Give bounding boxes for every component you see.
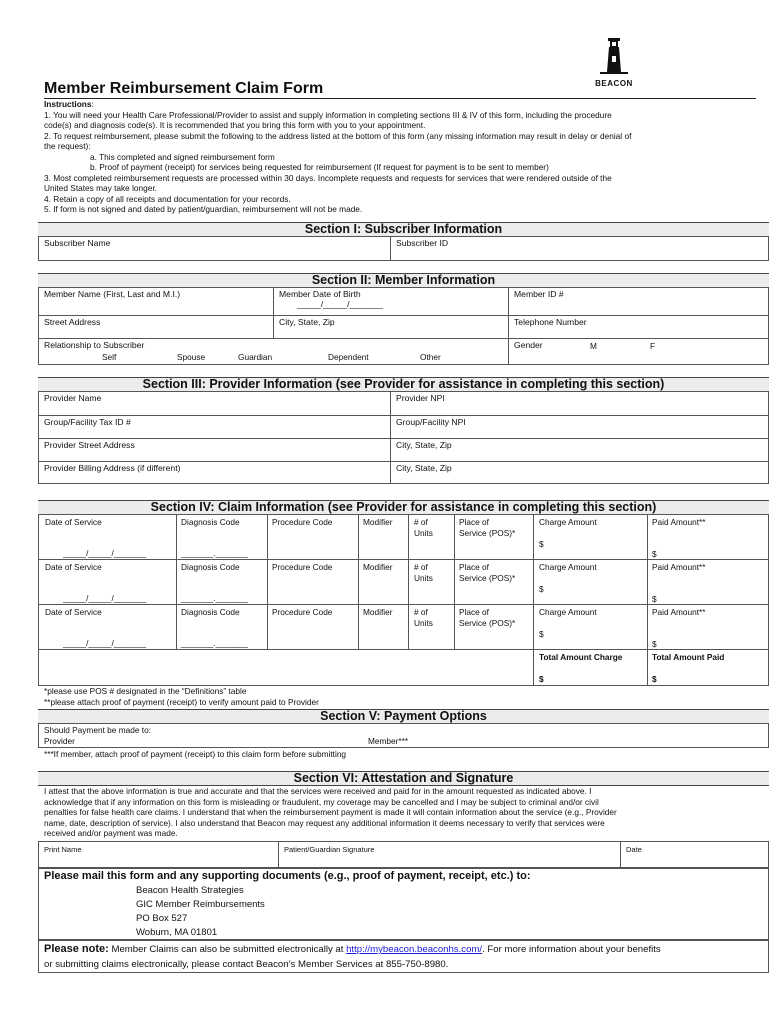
payment-option-member[interactable]: Member*** [368, 736, 409, 746]
diagnosis-code-label: Diagnosis Code [181, 517, 240, 527]
pos-label: Place of Service (POS)* [459, 562, 516, 583]
signature-field[interactable]: Patient/Guardian Signature [284, 845, 375, 854]
units-label: # of Units [414, 517, 433, 538]
relationship-option-other[interactable]: Other [420, 352, 441, 362]
provider-billing-field[interactable]: Provider Billing Address (if different) [44, 463, 181, 473]
paid-dollar[interactable]: $ [652, 549, 657, 559]
total-amount-paid-label: Total Amount Paid [652, 652, 725, 662]
beacon-portal-link[interactable]: http://mybeacon.beaconhs.com/ [346, 944, 483, 955]
charge-dollar[interactable]: $ [539, 629, 544, 639]
units-label: # of Units [414, 607, 433, 628]
paid-footnote: **please attach proof of payment (receipt) to verify amount paid to Provider [44, 697, 319, 707]
provider-billing-city-field[interactable]: City, State, Zip [396, 463, 452, 473]
paid-amount-label: Paid Amount** [652, 562, 706, 572]
member-name-field[interactable]: Member Name (First, Last and M.I.) [44, 289, 181, 299]
pos-label: Place of Service (POS)* [459, 517, 516, 538]
member-dob-label: Member Date of Birth [279, 289, 361, 299]
date-of-service-input[interactable]: _____/_____/_______ [63, 638, 147, 648]
relationship-option-guardian[interactable]: Guardian [238, 352, 273, 362]
instructions-heading: Instructions [44, 99, 92, 109]
provider-name-field[interactable]: Provider Name [44, 393, 102, 403]
note-label: Please note: [44, 943, 109, 955]
relationship-option-dependent[interactable]: Dependent [328, 352, 369, 362]
total-paid-dollar[interactable]: $ [652, 674, 657, 684]
procedure-code-label: Procedure Code [272, 607, 333, 617]
instruction-line: United States may take longer. [44, 183, 157, 193]
instruction-line: 1. You will need your Health Care Professional/Provider to assist and supply information in completing sections III & IV of this form, including the procedure [44, 109, 612, 120]
diagnosis-code-label: Diagnosis Code [181, 562, 240, 572]
procedure-code-label: Procedure Code [272, 517, 333, 527]
pos-footnote: *please use POS # designated in the “Definitions” table [44, 686, 247, 696]
date-of-service-label: Date of Service [45, 517, 102, 527]
gender-option-f[interactable]: F [650, 341, 656, 351]
charge-dollar[interactable]: $ [539, 584, 544, 594]
gender-option-m[interactable]: M [590, 341, 597, 351]
modifier-label: Modifier [363, 562, 393, 572]
instruction-line: a. This completed and signed reimbursement form [90, 151, 275, 162]
member-dob-field[interactable] [273, 287, 508, 315]
form-title: Member Reimbursement Claim Form [44, 80, 324, 97]
member-dob-blank: _____/_____/_______ [297, 299, 384, 309]
instruction-line: the request): [44, 141, 91, 151]
modifier-label: Modifier [363, 517, 393, 527]
payment-footnote: ***If member, attach proof of payment (receipt) to this claim form before submitting [44, 749, 347, 759]
electronic-note: Please note: Member Claims can also be submitted electronically at http://mybeacon.beaconhs.com/. For more information about your benefits or submitting claims electronically, please contact Beacon’s Member Services at 855-750-8980. [44, 943, 661, 970]
street-address-field[interactable]: Street Address [44, 317, 101, 327]
group-tax-id-field[interactable]: Group/Facility Tax ID # [44, 417, 131, 427]
date-of-service-input[interactable]: _____/_____/_______ [63, 593, 147, 603]
paid-amount-label: Paid Amount** [652, 607, 706, 617]
relationship-option-self[interactable]: Self [102, 352, 117, 362]
subscriber-id-field[interactable]: Subscriber ID [396, 238, 449, 248]
subscriber-name-field[interactable]: Subscriber Name [44, 238, 111, 248]
member-id-field[interactable]: Member ID # [514, 289, 564, 299]
relationship-option-spouse[interactable]: Spouse [177, 352, 206, 362]
payment-question: Should Payment be made to: [44, 725, 152, 735]
print-name-field[interactable]: Print Name [44, 845, 82, 854]
mailing-address: Beacon Health Strategies GIC Member Reimbursements PO Box 527 Woburn, MA 01801 [136, 885, 265, 938]
payment-option-provider[interactable]: Provider [44, 736, 75, 746]
date-of-service-label: Date of Service [45, 607, 102, 617]
instruction-line: 3. Most completed reimbursement requests are processed within 30 days. Incomplete requests and requests for services that were rendered outside of the [44, 172, 612, 183]
paid-dollar[interactable]: $ [652, 639, 657, 649]
procedure-code-label: Procedure Code [272, 562, 333, 572]
section-5-header: Section V: Payment Options [38, 709, 769, 724]
gender-label: Gender [514, 340, 543, 350]
logo-text: BEACON [595, 79, 633, 88]
pos-label: Place of Service (POS)* [459, 607, 516, 628]
section-4-header: Section IV: Claim Information (see Provider for assistance in completing this section) [38, 500, 769, 515]
paid-amount-label: Paid Amount** [652, 517, 706, 527]
group-npi-field[interactable]: Group/Facility NPI [396, 417, 466, 427]
diagnosis-code-label: Diagnosis Code [181, 607, 240, 617]
instruction-line: 5. If form is not signed and dated by patient/guardian, reimbursement will not be made. [44, 204, 363, 214]
section-3-header: Section III: Provider Information (see Provider for assistance in completing this section) [38, 377, 769, 392]
charge-amount-label: Charge Amount [539, 607, 597, 617]
section-1-header: Section I: Subscriber Information [38, 222, 769, 237]
section-2-header: Section II: Member Information [38, 273, 769, 288]
instruction-line: b. Proof of payment (receipt) for services being requested for reimbursement (If request for payment is to be sent to member) [90, 162, 549, 172]
relationship-label: Relationship to Subscriber [44, 340, 145, 350]
provider-npi-field[interactable]: Provider NPI [396, 393, 445, 403]
telephone-field[interactable]: Telephone Number [514, 317, 587, 327]
lighthouse-icon [594, 34, 634, 74]
provider-street-field[interactable]: Provider Street Address [44, 440, 135, 450]
section-6-header: Section VI: Attestation and Signature [38, 771, 769, 786]
units-label: # of Units [414, 562, 433, 583]
charge-dollar[interactable]: $ [539, 539, 544, 549]
instruction-line: code(s) and diagnosis code(s). It is recommended that you bring this form with you to your appointment. [44, 120, 426, 130]
instruction-line: 2. To request reimbursement, please submit the following to the address listed at the bottom of this form (any missing information may result in delay or denial of [44, 130, 632, 141]
attestation-text: I attest that the above information is true and accurate and that the services were received and paid for in the amount requested as indicated above. I acknowledge that if any information on this form is misleading or fraudulent, my coverage may be cancelled and I may be subject to criminal and/or civil penalties for false health care claims. I understand that when the reimbursement payment is made it will contain information about the service (e.g., Provider name, date, description of service). I also understand that Beacon may request any additional information it deems necessary to verify that services were received and/or payment was made. [44, 786, 617, 838]
diagnosis-code-input[interactable]: _______._______ [181, 548, 248, 558]
date-of-service-input[interactable]: _____/_____/_______ [63, 548, 147, 558]
date-of-service-label: Date of Service [45, 562, 102, 572]
total-charge-dollar[interactable]: $ [539, 674, 544, 684]
beacon-logo [594, 34, 634, 88]
charge-amount-label: Charge Amount [539, 562, 597, 572]
instruction-line: 4. Retain a copy of all receipts and documentation for your records. [44, 193, 291, 204]
diagnosis-code-input[interactable]: _______._______ [181, 593, 248, 603]
provider-city-field[interactable]: City, State, Zip [396, 440, 452, 450]
charge-amount-label: Charge Amount [539, 517, 597, 527]
signature-box [38, 841, 769, 868]
modifier-label: Modifier [363, 607, 393, 617]
date-field[interactable]: Date [626, 845, 642, 854]
paid-dollar[interactable]: $ [652, 594, 657, 604]
mailing-heading: Please mail this form and any supporting documents (e.g., proof of payment, receipt, etc.) to: [44, 870, 531, 882]
diagnosis-code-input[interactable]: _______._______ [181, 638, 248, 648]
total-amount-charge-label: Total Amount Charge [539, 652, 623, 662]
city-state-zip-field[interactable]: City, State, Zip [279, 317, 335, 327]
instructions: Instructions: 1. You will need your Health Care Professional/Provider to assist and supply information in completing sections III & IV of this form, including the procedure code(s) and diagnosis code(s). It is recommended that you bring this form with you to your appointment. 2. To request reimbursement, please submit the following to the address listed at the bottom of this form (any missing information may result in delay or denial of the request): a. This completed and signed reimbursement form b. Proof of payment (receipt) for services being requested for reimbursement (If request for payment is to be sent to member) 3. Most completed reimbursement requests are processed within 30 days. Incomplete requests and requests for services that were rendered outside of the United States may take longer. 4. Retain a copy of all receipts and documentation for your records. 5. If form is not signed and dated by patient/guardian, reimbursement will not be made. [44, 99, 758, 215]
